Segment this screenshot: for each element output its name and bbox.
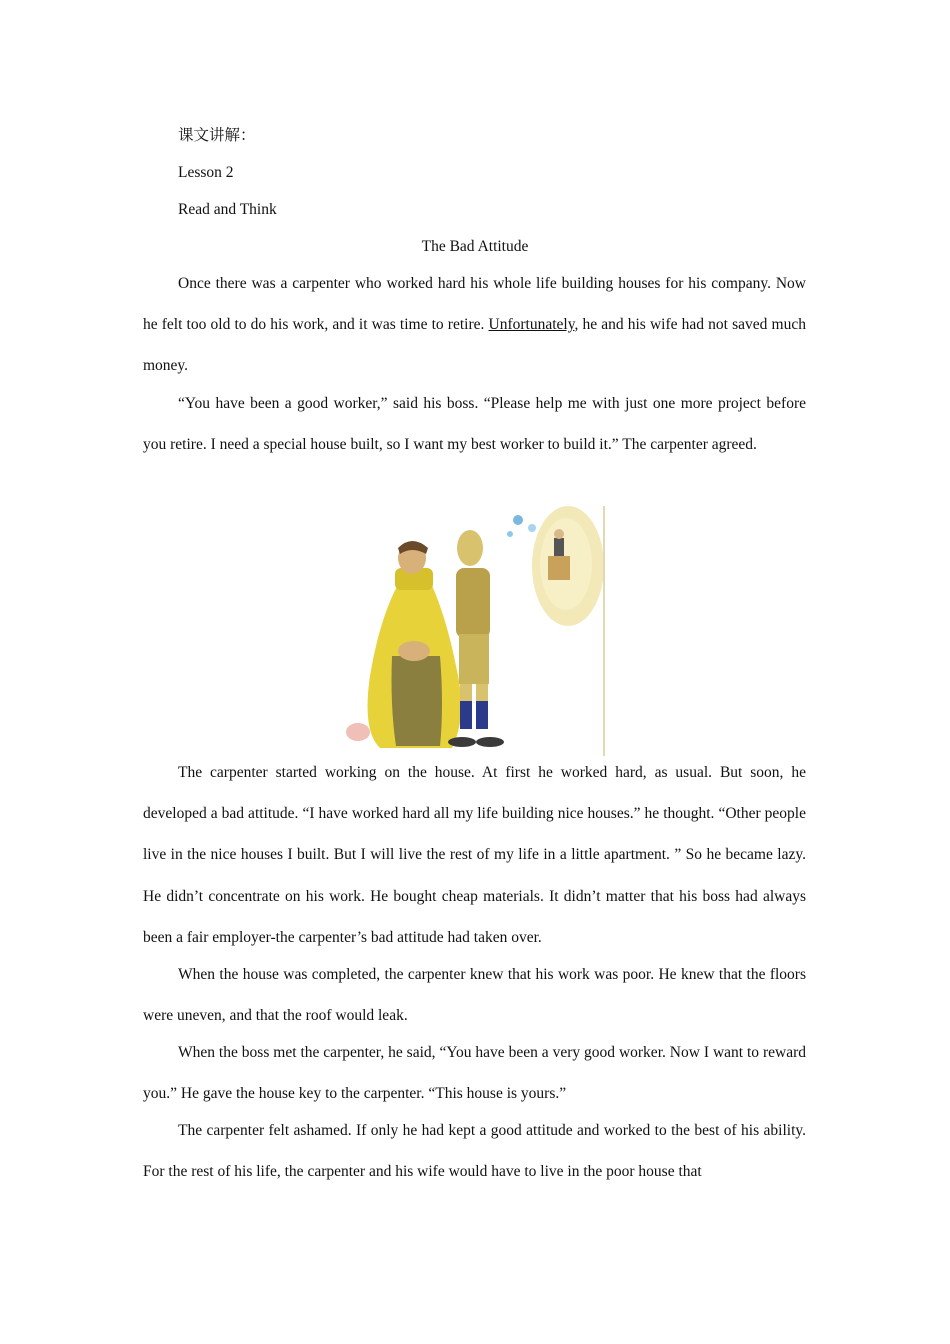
carpenter-couple-illustration xyxy=(340,506,608,756)
section-label: 课文讲解： xyxy=(178,127,256,144)
paragraph-1 xyxy=(143,263,806,387)
paragraph-5: When the boss met the carpenter, he said, “You have been a very good worker. Now I want to reward you.” He gave the house key to the carpenter. “This house is yours.” xyxy=(143,1044,806,1103)
paragraph-1-text: Once there was a carpenter who worked hard his whole life building houses for his company. Now he felt too old to do his work, and it was time to retire. xyxy=(143,275,806,334)
subsection-heading: Read and Think xyxy=(178,201,277,218)
story-title: The Bad Attitude xyxy=(421,238,529,255)
underlined-word: Unfortunately xyxy=(488,316,575,334)
paragraph-4: When the house was completed, the carpenter knew that his work was poor. He knew that the floors were uneven, and that the roof would leak. xyxy=(143,966,806,1025)
paragraph-2: “You have been a good worker,” said his boss. “Please help me with just one more project before you retire. I need a special house built, so I want my best worker to build it.” The carpenter agreed. xyxy=(143,395,806,454)
paragraph-3: The carpenter started working on the house. At first he worked hard, as usual. But soon, he developed a bad attitude. “I have worked hard all my life building nice houses.” he thought. “Other people live in the nice houses I built. But I will live the rest of my life in a little apartment. ” So he became lazy. He didn’t concentrate on his work. He bought cheap materials. It didn’t matter that his boss had always been a fair employer-the carpenter’s bad attitude had taken over. xyxy=(143,764,806,946)
paragraph-1-text-end: , he and his wife had not saved much money. xyxy=(143,316,806,375)
paragraph-6: The carpenter felt ashamed. If only he had kept a good attitude and worked to the best of his ability. For the rest of his life, the carpenter and his wife would have to live in the poor house that xyxy=(143,1122,806,1181)
lesson-heading: Lesson 2 xyxy=(178,164,234,181)
